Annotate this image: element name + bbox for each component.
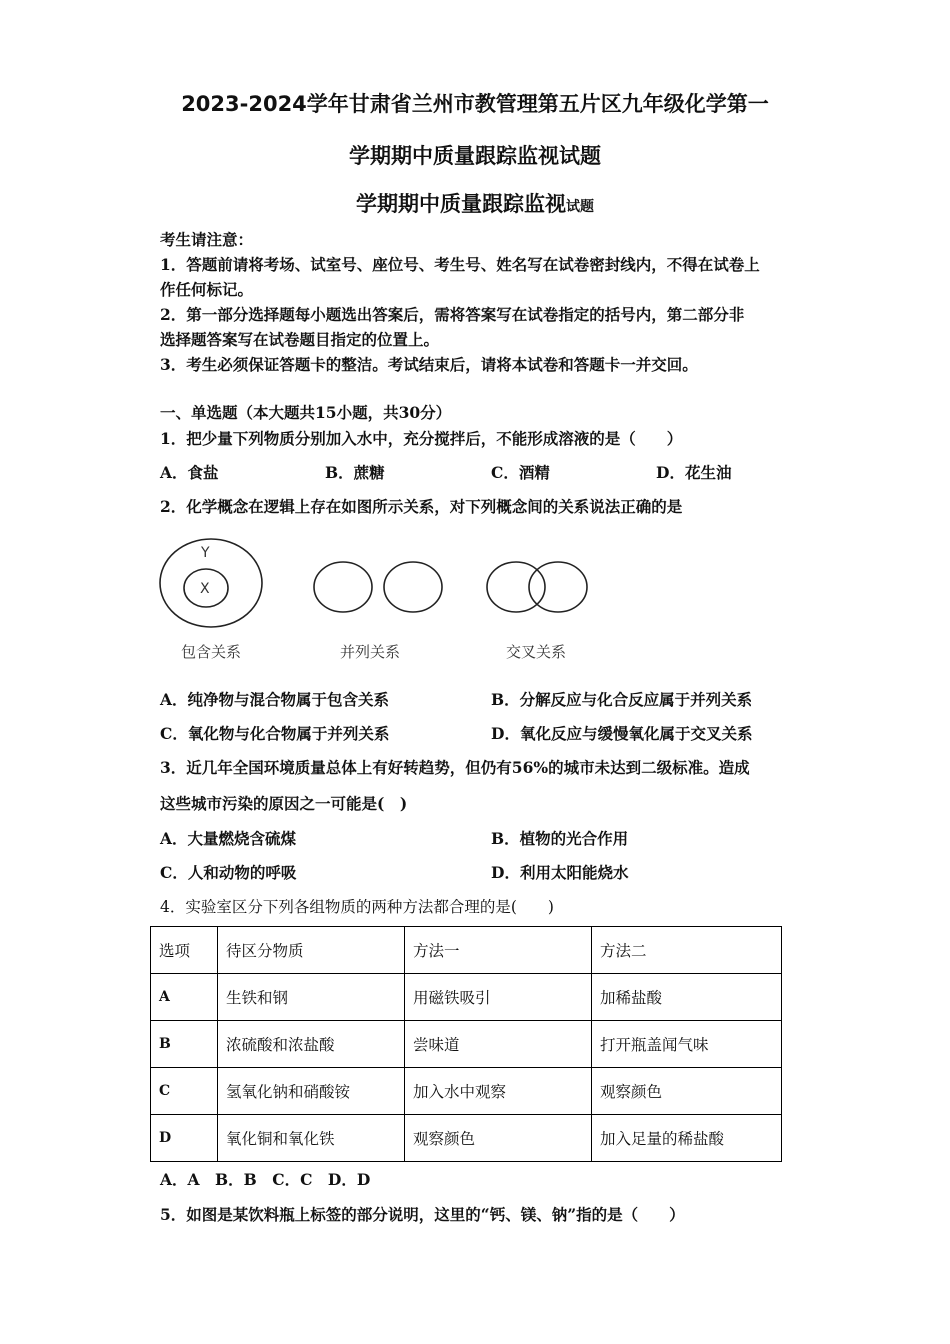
table-cell: 加入水中观察 <box>405 1068 592 1115</box>
parallel-circle-left <box>314 562 372 612</box>
q1-stem: 1．把少量下列物质分别加入水中，充分搅拌后，不能形成溶液的是（ ） <box>160 429 683 448</box>
notice-item3: 3．考生必须保证答题卡的整洁。考试结束后，请将本试卷和答题卡一并交回。 <box>160 355 698 374</box>
q5-stem: 5．如图是某饮料瓶上标签的部分说明，这里的“钙、镁、钠”指的是（ ） <box>160 1205 685 1224</box>
q3-stem-a: 3．近几年全国环境质量总体上有好转趋势，但仍有56%的城市未达到二级标准。造成 <box>160 758 750 777</box>
table-cell: 加入足量的稀盐酸 <box>592 1115 782 1162</box>
table-cell: 氧化铜和氧化铁 <box>218 1115 405 1162</box>
label-intersect: 交叉关系 <box>506 643 567 661</box>
q3-option-c: C．人和动物的呼吸 <box>160 863 297 882</box>
q2-option-c: C．氧化物与化合物属于并列关系 <box>160 724 390 743</box>
table-cell: D <box>151 1115 218 1162</box>
q1-option-a: A．食盐 <box>160 463 219 482</box>
table-header-cell: 待区分物质 <box>218 927 405 974</box>
q1-option-d: D．花生油 <box>656 463 732 482</box>
table-cell: C <box>151 1068 218 1115</box>
doc-title-line3-main: 学期期中质量跟踪监视 <box>356 192 566 216</box>
q2-option-d: D．氧化反应与缓慢氧化属于交叉关系 <box>491 724 753 743</box>
q1-option-c: C．酒精 <box>491 463 550 482</box>
outer-circle-y <box>160 539 262 627</box>
doc-title-line2: 学期期中质量跟踪监视试题 <box>349 144 601 168</box>
table-cell: 氢氧化钠和硝酸铵 <box>218 1068 405 1115</box>
table-row <box>151 1115 782 1162</box>
intersect-diagram <box>487 562 587 612</box>
table-cell: 观察颜色 <box>592 1068 782 1115</box>
table-row <box>151 1021 782 1068</box>
table-cell: 浓硫酸和浓盐酸 <box>218 1021 405 1068</box>
label-y: Y <box>201 545 210 561</box>
doc-title-line3 <box>0 188 950 218</box>
table-header-cell: 方法一 <box>405 927 592 974</box>
table-header-cell: 方法二 <box>592 927 782 974</box>
intersect-circle-right <box>529 562 587 612</box>
label-parallel: 并列关系 <box>340 643 401 661</box>
parallel-diagram <box>314 562 442 612</box>
table-row <box>151 974 782 1021</box>
section1-heading: 一、单选题（本大题共15小题，共30分） <box>160 403 452 422</box>
table-header-row <box>151 927 782 974</box>
notice-item1-a: 1．答题前请将考场、试室号、座位号、考生号、姓名写在试卷密封线内，不得在试卷上 <box>160 255 760 274</box>
table-row <box>151 1068 782 1115</box>
notice-item2-a: 2．第一部分选择题每小题选出答案后，需将答案写在试卷指定的括号内，第二部分非 <box>160 305 745 324</box>
q4-stem: 4．实验室区分下列各组物质的两种方法都合理的是( ) <box>160 898 554 916</box>
notice-item1-b: 作任何标记。 <box>160 280 254 299</box>
q3-option-d: D．利用太阳能烧水 <box>491 863 629 882</box>
notice-item2-b: 选择题答案写在试卷题目指定的位置上。 <box>160 330 440 349</box>
table-cell: B <box>151 1021 218 1068</box>
table-cell: 观察颜色 <box>405 1115 592 1162</box>
doc-title-line1: 2023-2024学年甘肃省兰州市教管理第五片区九年级化学第一 <box>181 92 769 116</box>
q3-option-b: B．植物的光合作用 <box>491 829 629 848</box>
table-cell: 尝味道 <box>405 1021 592 1068</box>
q2-option-b: B．分解反应与化合反应属于并列关系 <box>491 690 753 709</box>
table-cell: 加稀盐酸 <box>592 974 782 1021</box>
notice-heading: 考生请注意： <box>160 230 254 249</box>
q2-stem: 2．化学概念在逻辑上存在如图所示关系，对下列概念间的关系说法正确的是 <box>160 497 683 516</box>
q1-option-b: B．蔗糖 <box>325 463 385 482</box>
q3-stem-b: 这些城市污染的原因之一可能是( ) <box>160 794 408 813</box>
label-x: X <box>200 581 210 597</box>
table-cell: A <box>151 974 218 1021</box>
q3-option-a: A．大量燃烧含硫煤 <box>160 829 297 848</box>
table-header-cell: 选项 <box>151 927 218 974</box>
label-containment: 包含关系 <box>181 643 242 661</box>
table-cell: 打开瓶盖闻气味 <box>592 1021 782 1068</box>
parallel-circle-right <box>384 562 442 612</box>
table-cell: 生铁和钢 <box>218 974 405 1021</box>
q4-answer-options: A．A B．B C．C D．D <box>160 1170 371 1189</box>
q2-option-a: A．纯净物与混合物属于包含关系 <box>160 690 390 709</box>
containment-diagram <box>160 539 262 627</box>
table-cell: 用磁铁吸引 <box>405 974 592 1021</box>
q4-table <box>150 926 782 1162</box>
doc-title-line3-small: 试题 <box>566 199 594 215</box>
